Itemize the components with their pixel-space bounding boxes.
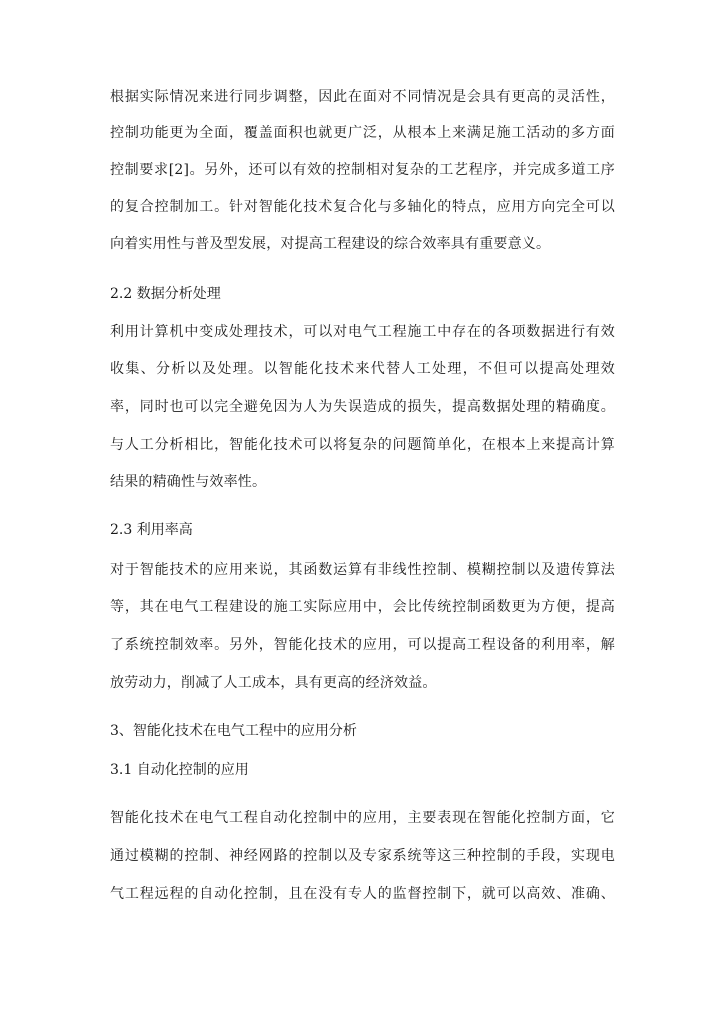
paragraph-2-line-2: 收集、分析以及处理。以智能化技术来代替人工处理，不但可以提高处理效 xyxy=(110,361,615,377)
section-heading-3-1: 3.1 自动化控制的应用 xyxy=(110,762,249,778)
paragraph-1-line-2: 控制功能更为全面，覆盖面积也就更广泛，从根本上来满足施工活动的多方面 xyxy=(110,125,615,141)
paragraph-3-line-2: 等，其在电气工程建设的施工实际应用中，会比传统控制函数更为方便，提高 xyxy=(110,599,615,615)
paragraph-2-line-1: 利用计算机中变成处理技术，可以对电气工程施工中存在的各项数据进行有效 xyxy=(110,324,615,340)
section-heading-3: 3、智能化技术在电气工程中的应用分析 xyxy=(110,723,357,739)
paragraph-1-line-3: 控制要求[2]。另外，还可以有效的控制相对复杂的工艺程序，并完成多道工序 xyxy=(110,162,615,178)
paragraph-4-line-1: 智能化技术在电气工程自动化控制中的应用，主要表现在智能化控制方面，它 xyxy=(110,810,615,826)
paragraph-4-line-3: 气工程远程的自动化控制，且在没有专人的监督控制下，就可以高效、准确、 xyxy=(110,886,615,902)
paragraph-3-line-4: 放劳动力，削减了人工成本，具有更高的经济效益。 xyxy=(110,675,437,691)
paragraph-1-line-4: 的复合控制加工。针对智能化技术复合化与多轴化的特点，应用方向完全可以 xyxy=(110,199,615,215)
paragraph-2-line-3: 率，同时也可以完全避免因为人为失误造成的损失，提高数据处理的精确度。 xyxy=(110,399,615,415)
paragraph-2-line-5: 结果的精确性与效率性。 xyxy=(110,474,267,490)
paragraph-1-line-5: 向着实用性与普及型发展，对提高工程建设的综合效率具有重要意义。 xyxy=(110,236,551,252)
section-heading-2-3: 2.3 利用率高 xyxy=(110,522,193,538)
paragraph-3-line-3: 了系统控制效率。另外，智能化技术的应用，可以提高工程设备的利用率，解 xyxy=(110,637,615,653)
paragraph-2-line-4: 与人工分析相比，智能化技术可以将复杂的问题简单化，在根本上来提高计算 xyxy=(110,437,615,453)
paragraph-4-line-2: 通过模糊的控制、神经网路的控制以及专家系统等这三种控制的手段，实现电 xyxy=(110,848,615,864)
section-heading-2-2: 2.2 数据分析处理 xyxy=(110,286,221,302)
paragraph-3-line-1: 对于智能技术的应用来说，其函数运算有非线性控制、模糊控制以及遗传算法 xyxy=(110,562,615,578)
paragraph-1-line-1: 根据实际情况来进行同步调整，因此在面对不同情况是会具有更高的灵活性， xyxy=(110,89,615,105)
